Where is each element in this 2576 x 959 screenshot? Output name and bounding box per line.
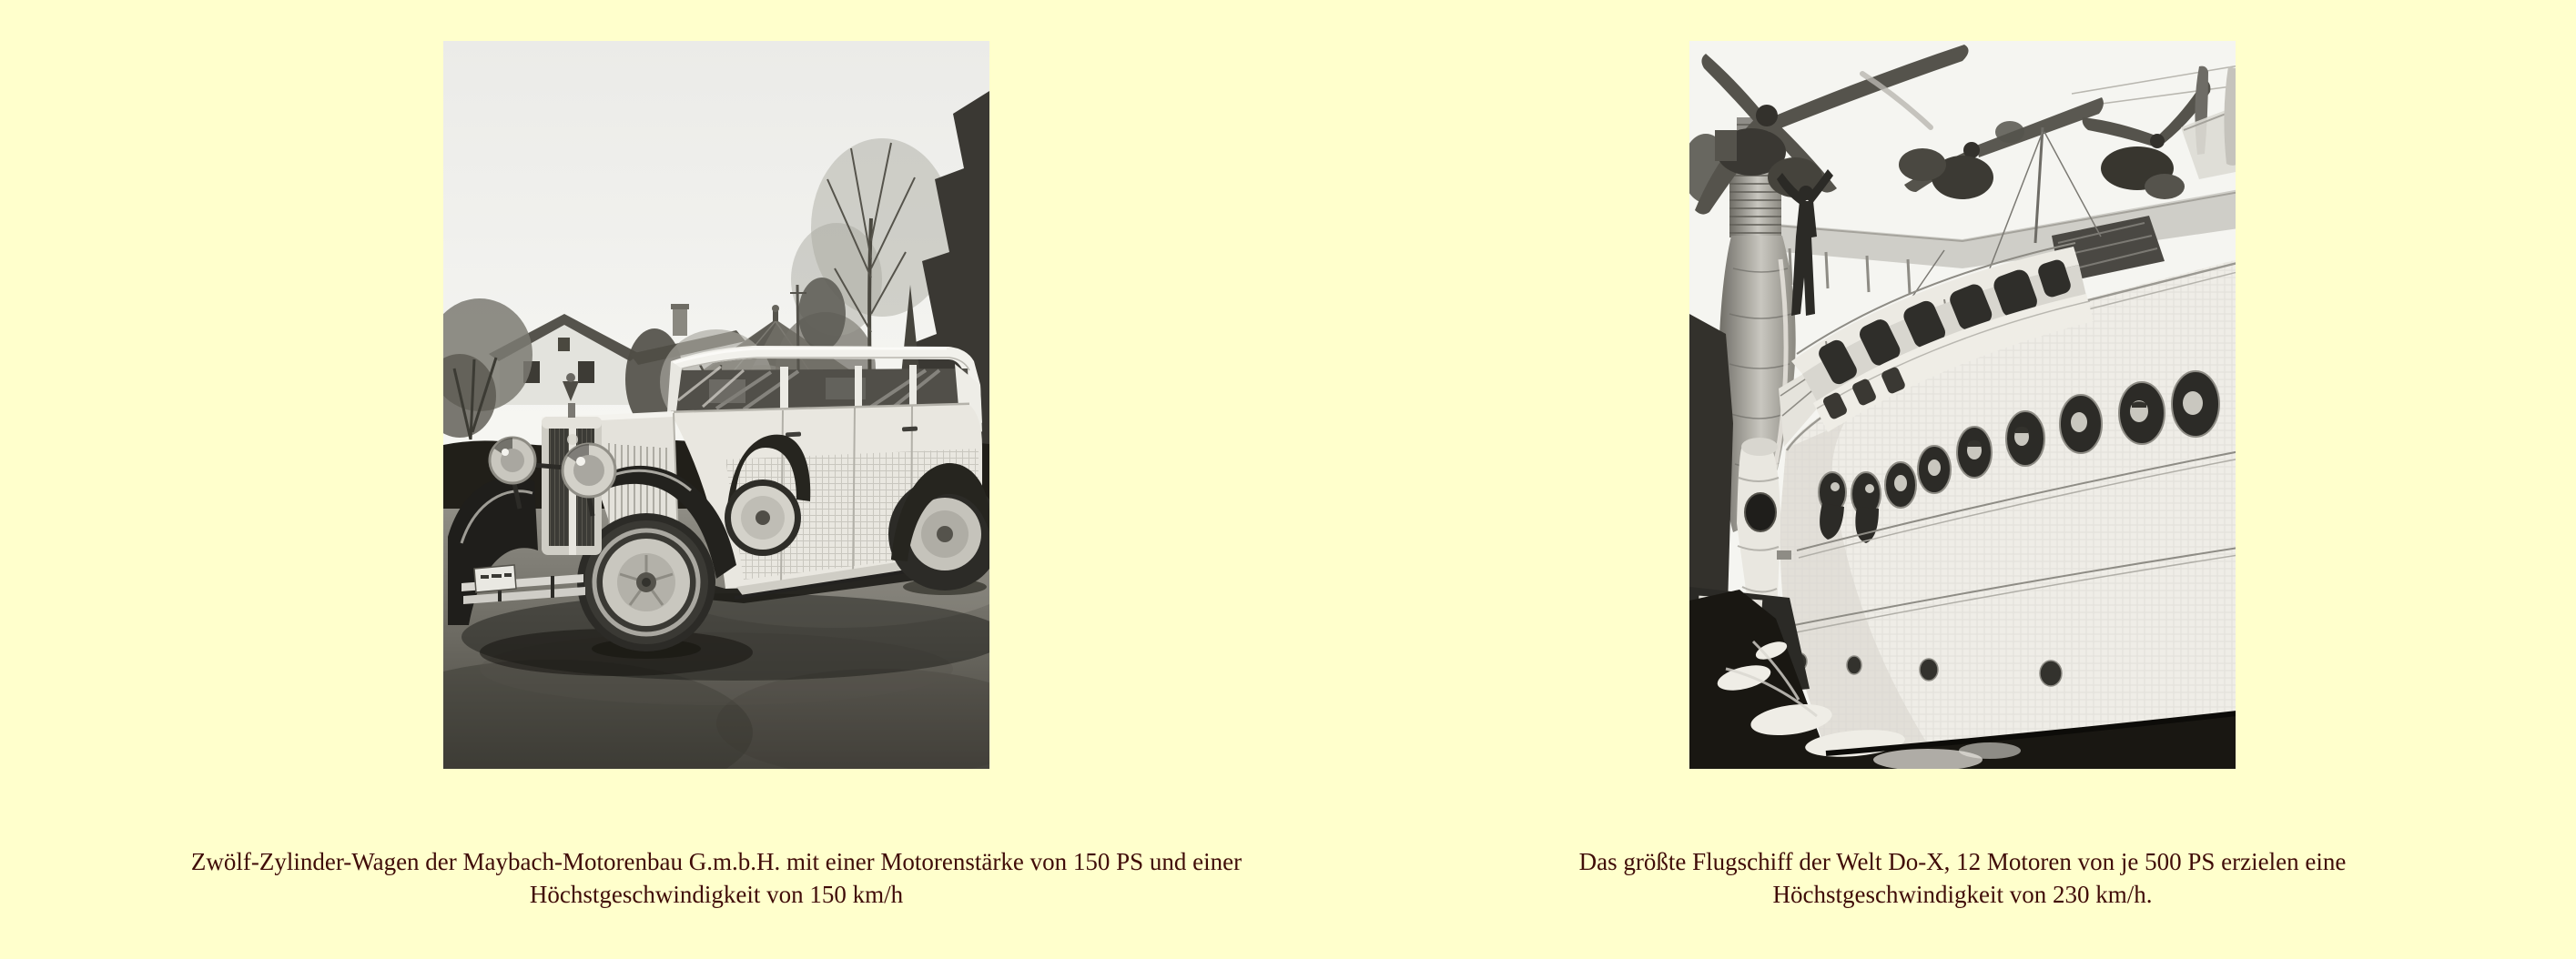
maybach-caption bbox=[191, 845, 1242, 911]
maybach-car-photo-art bbox=[443, 41, 989, 769]
maybach-car-photo bbox=[443, 41, 989, 769]
maybach-caption-line-2: Höchstgeschwindigkeit von 150 km/h bbox=[529, 881, 904, 908]
right-column bbox=[1433, 0, 2492, 911]
do-x-caption-line-2: Höchstgeschwindigkeit von 230 km/h. bbox=[1772, 881, 2153, 908]
do-x-caption bbox=[1579, 845, 2347, 911]
do-x-photo-art bbox=[1689, 41, 2236, 769]
do-x-photo bbox=[1689, 41, 2236, 769]
do-x-caption-line-1: Das größte Flugschiff der Welt Do-X, 12 Motoren von je 500 PS erzielen eine bbox=[1578, 848, 2347, 875]
maybach-caption-line-1: Zwölf-Zylinder-Wagen der Maybach-Motorenbau G.m.b.H. mit einer Motorenstärke von 150 PS und einer bbox=[190, 848, 1242, 875]
